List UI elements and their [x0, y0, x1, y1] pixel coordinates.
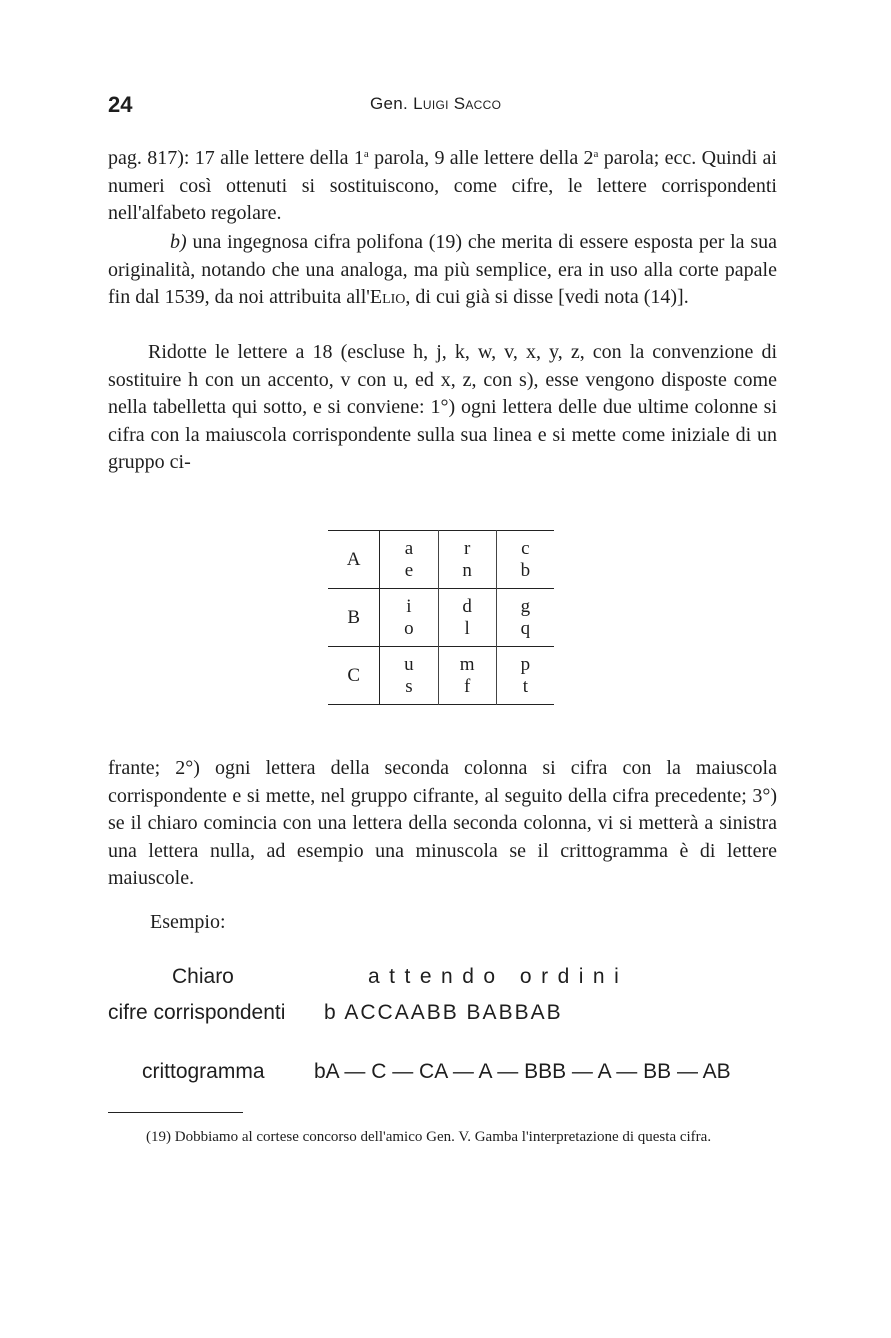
paragraph-2-part-a: una ingegnosa cifra polifona (19) che merita di essere esposta per la sua originalità, notando che una analoga, ma più semplice, era in uso alla corte papale fin dal 1539, da noi attribuita all': [108, 231, 777, 309]
cipher-key-letter: B: [328, 589, 380, 647]
cipher-cell: [496, 589, 554, 647]
cipher-letter: b: [520, 559, 531, 581]
cipher-letter: p: [520, 653, 531, 675]
author-name: Luigi Sacco: [413, 94, 502, 113]
cipher-letter: s: [405, 675, 413, 697]
cipher-letter: q: [520, 617, 531, 639]
cipher-cell: [380, 647, 438, 705]
paragraph-1: [108, 145, 777, 228]
cipher-letter: t: [522, 675, 529, 697]
cipher-letter: a: [404, 537, 414, 559]
ordinal-superscript: a: [593, 148, 599, 160]
plain-value: attendo ordini: [368, 965, 629, 988]
cipher-letter: i: [406, 595, 412, 617]
paragraph-4: frante; 2°) ogni lettera della seconda colonna si cifra con la maiuscola corrispondente e si mette, nel gruppo cifrante, al seguito della cifra precedente; 3°) se il chiaro comincia con una lettera della seconda colonna, vi si metterà a sinistra una lettera nulla, ad esempio una minuscola se il crittogramma è di lettere maiuscole.: [108, 757, 777, 890]
footnote-divider: [108, 1112, 243, 1113]
running-head: [370, 94, 501, 114]
cipher-letter: l: [464, 617, 470, 639]
cipher-letter: m: [459, 653, 475, 675]
paragraph-2: [108, 229, 777, 312]
cipher-cell: [438, 589, 496, 647]
paragraph-2-part-b: , di cui già si disse [vedi nota (14)].: [405, 286, 689, 309]
cipher-letter: n: [462, 559, 472, 581]
crypto-label: crittogramma: [142, 1060, 265, 1083]
paragraph-1-part-c: parola; ecc. Quindi ai numeri così ottenuti si sostituiscono, come cifre, le lettere corrispondenti nell'alfabeto regolare.: [108, 147, 777, 225]
cipher-cell: [496, 647, 554, 705]
cipher-letter: c: [521, 537, 530, 559]
cipher-letter: u: [404, 653, 414, 675]
digits-label: cifre corrispondenti: [108, 1001, 286, 1024]
list-marker: b): [170, 231, 187, 253]
cipher-cell: [496, 531, 554, 589]
paragraph-1-part-b: parola, 9 alle lettere della 2: [368, 147, 594, 169]
cipher-letter: g: [520, 595, 531, 617]
cipher-letter: r: [463, 537, 471, 559]
cipher-cell: [380, 531, 438, 589]
example-heading: Esempio:: [150, 911, 226, 933]
crypto-value: bA — C — CA — A — BBB — A — BB — AB: [314, 1060, 731, 1083]
cipher-letter: f: [463, 675, 471, 697]
cipher-key-letter: C: [328, 647, 380, 705]
cipher-cell: [438, 531, 496, 589]
cipher-key-letter: A: [328, 531, 380, 589]
cipher-row: [328, 589, 554, 647]
digits-value: b ACCAABB BABBAB: [324, 1001, 563, 1024]
author-prefix: Gen.: [370, 94, 414, 113]
footnote: (19) Dobbiamo al cortese concorso dell'amico Gen. V. Gamba l'interpretazione di questa cifra.: [146, 1129, 712, 1145]
cipher-row: [328, 531, 554, 589]
plain-label: Chiaro: [172, 965, 234, 988]
cipher-table: [328, 530, 554, 705]
cipher-letter: o: [404, 617, 414, 639]
page-number: 24: [108, 92, 133, 117]
cipher-cell: [438, 647, 496, 705]
ordinal-superscript: a: [363, 148, 369, 160]
cipher-letter: e: [404, 559, 414, 581]
paragraph-3: Ridotte le lettere a 18 (escluse h, j, k, w, v, x, y, z, con la convenzione di sostituire h con un accento, v con u, ed x, z, con s), esse vengono disposte come nella tabelletta qui sotto, e si conviene: 1°) ogni lettera delle due ultime colonne si cifra con la maiuscola corrispondente sulla sua linea e si mette come iniziale di un gruppo ci-: [108, 341, 777, 474]
name-elio: Elio: [369, 286, 406, 309]
cipher-letter: d: [462, 595, 472, 617]
cipher-cell: [380, 589, 438, 647]
paragraph-1-part-a: pag. 817): 17 alle lettere della 1: [108, 147, 364, 169]
page-header: [108, 92, 778, 122]
cipher-row: [328, 647, 554, 705]
